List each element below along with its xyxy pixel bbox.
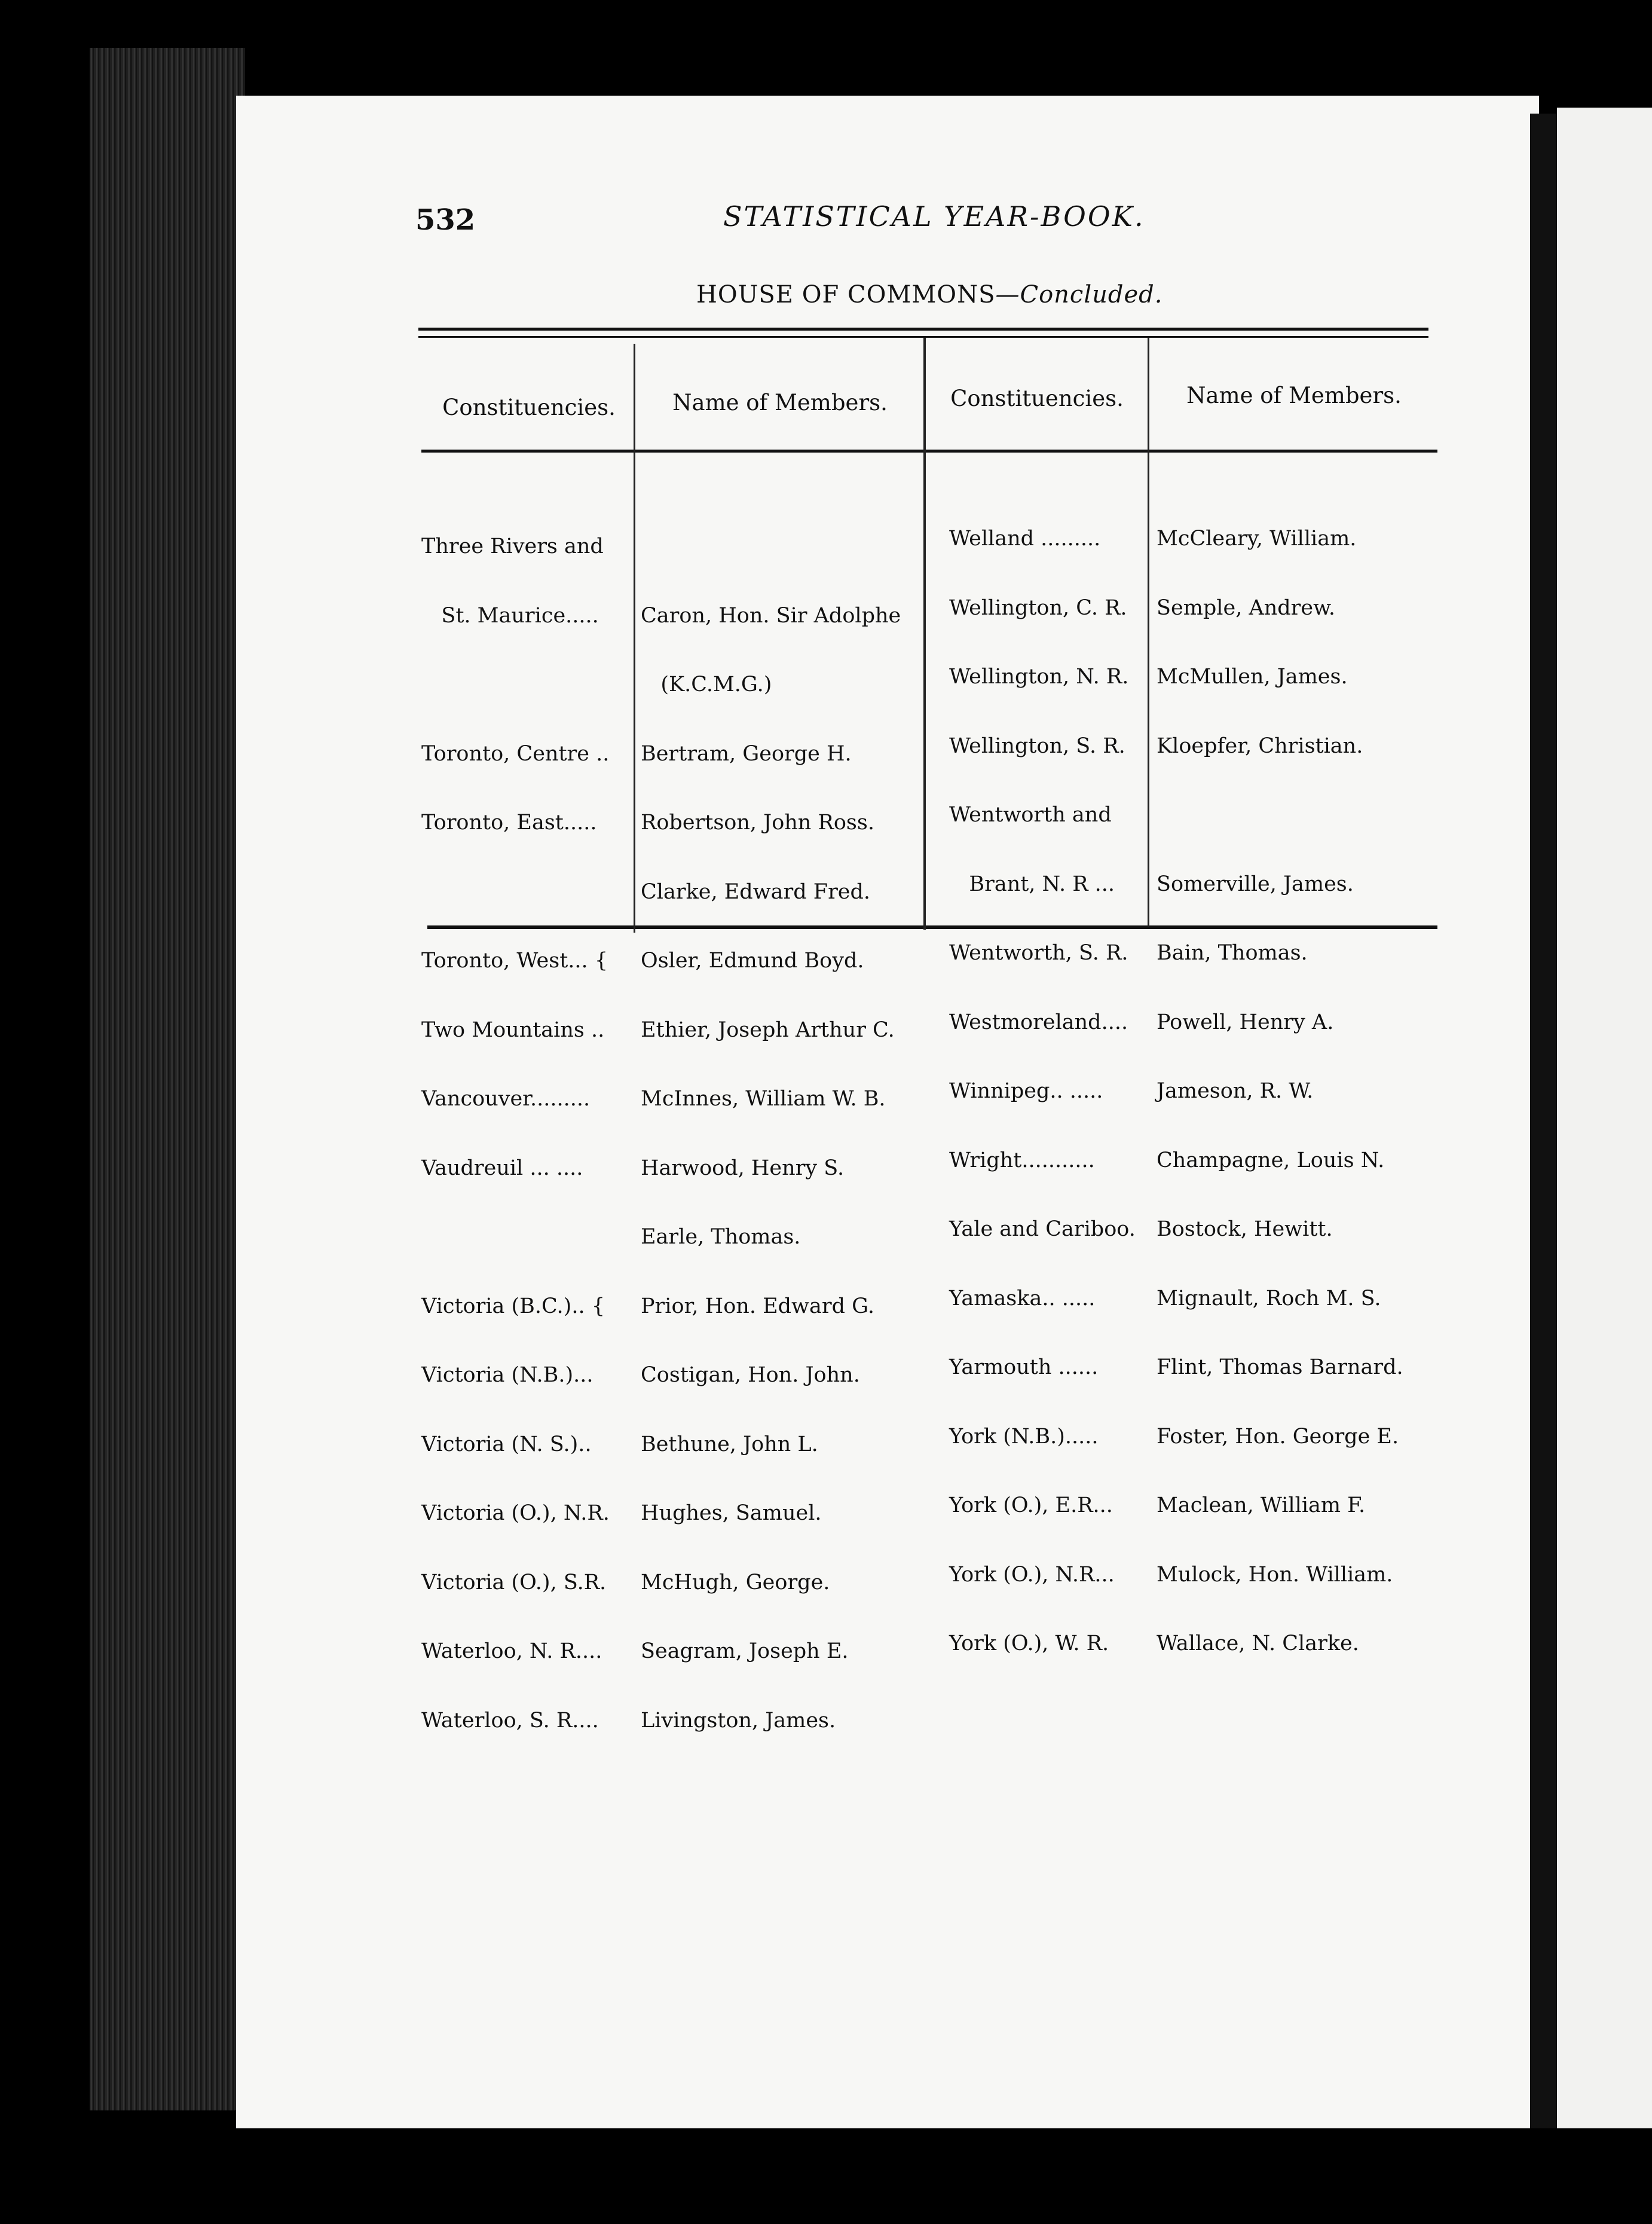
table-cell: Costigan, Hon. John.: [641, 1363, 860, 1387]
facing-page-edge: [1557, 108, 1652, 2128]
table-cell: Seagram, Joseph E.: [641, 1639, 849, 1663]
table-cell: Waterloo, N. R....: [421, 1639, 602, 1663]
table-cell: Two Mountains ..: [421, 1018, 605, 1042]
table-cell: Yamaska.. .....: [949, 1286, 1096, 1310]
table-cell: Livingston, James.: [641, 1708, 836, 1733]
column-divider-2: [923, 338, 926, 930]
table-cell: Westmoreland....: [949, 1010, 1128, 1034]
table-cell: York (O.), E.R...: [949, 1493, 1113, 1517]
table-cell: Ethier, Joseph Arthur C.: [641, 1018, 895, 1042]
table-cell: Powell, Henry A.: [1157, 1010, 1334, 1034]
table-cell: Victoria (N. S.)..: [421, 1432, 592, 1456]
left-constituencies-column: [421, 489, 610, 1755]
table-cell: Maclean, William F.: [1157, 1493, 1366, 1517]
section-title-suffix: —Concluded.: [995, 281, 1163, 308]
header-bottom-rule: [421, 450, 1437, 453]
table-cell: Vancouver.........: [421, 1087, 591, 1111]
table-cell: Wellington, S. R.: [949, 734, 1125, 758]
table-cell: Three Rivers and: [421, 534, 604, 558]
table-cell: Wallace, N. Clarke.: [1157, 1632, 1359, 1655]
table-cell: Prior, Hon. Edward G.: [641, 1294, 874, 1318]
header-constituencies-left: Constituencies.: [442, 395, 616, 420]
table-cell: Foster, Hon. George E.: [1157, 1424, 1399, 1449]
table-cell: Semple, Andrew.: [1157, 595, 1336, 620]
table-cell: Wellington, N. R.: [949, 665, 1129, 689]
table-cell: Mignault, Roch M. S.: [1157, 1286, 1381, 1310]
running-head: STATISTICAL YEAR-BOOK.: [723, 200, 1145, 233]
table-cell: Yarmouth ......: [949, 1355, 1099, 1379]
table-cell: McHugh, George.: [641, 1570, 830, 1594]
table-cell: Caron, Hon. Sir Adolphe: [641, 603, 901, 628]
table-cell: Victoria (O.), S.R.: [421, 1570, 607, 1594]
table-cell: Brant, N. R ...: [949, 872, 1115, 896]
table-cell: Winnipeg.. .....: [949, 1079, 1103, 1103]
table-cell: Kloepfer, Christian.: [1157, 734, 1363, 758]
table-cell: Osler, Edmund Boyd.: [641, 949, 864, 973]
table-cell: Vaudreuil ... ....: [421, 1156, 583, 1180]
table-cell: Earle, Thomas.: [641, 1225, 801, 1249]
header-constituencies-right: Constituencies.: [950, 386, 1124, 411]
left-members-column: [641, 489, 901, 1755]
table-cell: Waterloo, S. R....: [421, 1708, 599, 1733]
right-members-column: [1157, 481, 1403, 1678]
table-cell: McMullen, James.: [1157, 665, 1348, 689]
table-cell: Victoria (N.B.)...: [421, 1363, 594, 1387]
table-cell: Wentworth, S. R.: [949, 941, 1128, 965]
table-cell: Wright...........: [949, 1148, 1095, 1172]
table-cell: [421, 673, 610, 696]
table-cell: York (N.B.).....: [949, 1424, 1099, 1449]
table-cell: Somerville, James.: [1157, 872, 1354, 896]
page-stack-edges: [90, 48, 245, 2110]
table-cell: [641, 535, 901, 558]
table-cell: York (O.), N.R...: [949, 1562, 1115, 1587]
column-divider-3: [1148, 338, 1149, 927]
book-gutter: [1530, 114, 1557, 2128]
section-title-main: HOUSE OF COMMONS: [696, 281, 996, 308]
table-cell: Welland .........: [949, 527, 1101, 551]
table-cell: Bethune, John L.: [641, 1432, 818, 1456]
right-constituencies-column: [949, 481, 1136, 1678]
table-cell: [1157, 804, 1403, 827]
table-cell: Victoria (B.C.).. {: [421, 1294, 605, 1318]
table-cell: Robertson, John Ross.: [641, 811, 874, 835]
table-cell: [421, 881, 610, 904]
table-cell: York (O.), W. R.: [949, 1632, 1109, 1655]
table-top-rule-1: [418, 328, 1428, 331]
section-title: [696, 281, 1163, 308]
table-cell: Bostock, Hewitt.: [1157, 1217, 1333, 1241]
table-cell: Victoria (O.), N.R.: [421, 1501, 610, 1525]
table-cell: Wellington, C. R.: [949, 595, 1127, 620]
table-cell: Bain, Thomas.: [1157, 941, 1308, 965]
table-cell: Hughes, Samuel.: [641, 1501, 822, 1525]
table-cell: Toronto, West... {: [421, 949, 608, 973]
table-cell: Clarke, Edward Fred.: [641, 879, 871, 904]
table-cell: Jameson, R. W.: [1157, 1079, 1314, 1103]
table-cell: [421, 1226, 610, 1249]
table-cell: Mulock, Hon. William.: [1157, 1562, 1393, 1587]
table-cell: Flint, Thomas Barnard.: [1157, 1355, 1403, 1379]
header-members-left: Name of Members.: [672, 390, 888, 416]
table-cell: Champagne, Louis N.: [1157, 1148, 1385, 1172]
table-cell: Harwood, Henry S.: [641, 1156, 845, 1180]
table-cell: Toronto, East.....: [421, 811, 597, 835]
column-divider-1: [634, 344, 635, 933]
table-cell: McInnes, William W. B.: [641, 1087, 886, 1111]
header-members-right: Name of Members.: [1186, 383, 1402, 408]
table-cell: St. Maurice.....: [421, 603, 599, 628]
table-cell: Toronto, Centre ..: [421, 741, 610, 766]
page-number: 532: [415, 203, 476, 237]
table-cell: Bertram, George H.: [641, 741, 852, 766]
table-cell: Yale and Cariboo.: [949, 1217, 1136, 1241]
table-cell: Wentworth and: [949, 803, 1112, 827]
table-cell: (K.C.M.G.): [641, 673, 772, 696]
table-cell: McCleary, William.: [1157, 527, 1357, 551]
